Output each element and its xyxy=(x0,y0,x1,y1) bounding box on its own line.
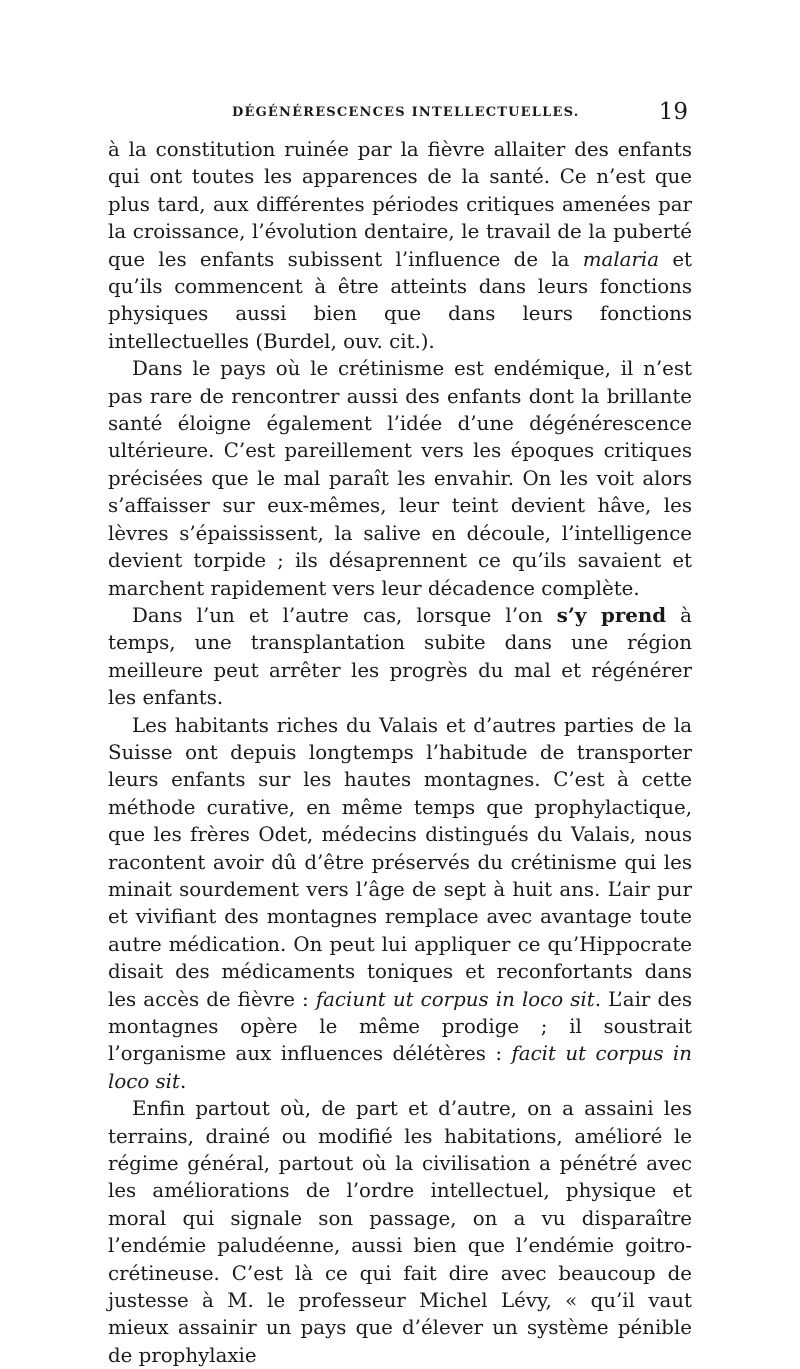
paragraph-2: Dans le pays où le crétinisme est endémique, il n’est pas rare de rencontrer aussi des enfants dont la brillante santé éloigne également l’idée d’une dégénérescence ultérieure. C’est pareillement vers les époques critiques précisées que le mal paraît les envahir. On les voit alors s’affaisser sur eux-mêmes, leur teint devient hâve, les lèvres s’épaississent, la salive en découle, l’intelligence devient torpide ; ils désaprennent ce qu’ils savaient et marchent rapidement vers leur décadence complète. xyxy=(108,357,692,600)
running-title: DÉGÉNÉRESCENCES INTELLECTUELLES. xyxy=(232,105,580,120)
page-number: 19 xyxy=(658,99,688,125)
paragraph-4-part-a: Les habitants riches du Valais et d’autres parties de la Suisse ont depuis longtemps l’habitude de transporter leurs enfants sur les hautes montagnes. C’est à cette méthode curative, en même temps que prophylactique, que les frères Odet, médecins distingués du Valais, nous racontent avoir dû d’être préservés du crétinisme qui les minait sourdement vers l’âge de sept à huit ans. L’air pur et vivifiant des montagnes remplace avec avantage toute autre médication. On peut lui appliquer ce qu’Hippocrate disait des médicaments toniques et reconfortants dans les accès de fièvre : xyxy=(108,713,692,1011)
paragraph-1 xyxy=(108,136,692,355)
paragraph-3 xyxy=(108,602,692,712)
paragraph-1-part-c: et qu’ils commencent à être atteints dans leurs fonctions physiques aussi bien que dans leurs fonctions intellectuelles (Burdel, ouv. cit.). xyxy=(108,247,692,353)
paragraph-4 xyxy=(108,712,692,1096)
latin-quote-1: faciunt ut corpus in loco sit xyxy=(315,987,595,1011)
paragraph-3-part-a: Dans l’un et l’autre cas, lorsque l’on xyxy=(132,603,557,627)
latin-quote-2: facit ut corpus in loco sit xyxy=(108,1042,693,1093)
body-text xyxy=(108,136,692,1369)
paragraph-4-part-e: . xyxy=(179,1069,187,1093)
paragraph-4-part-c: . L’air des montagnes opère le même prodige ; il soustrait l’organisme aux influences délétères : xyxy=(108,987,692,1066)
emphasis-phrase: s’y prend xyxy=(556,602,667,627)
paragraph-5: Enfin partout où, de part et d’autre, on a assaini les terrains, drainé ou modifié les habitations, amélioré le régime général, partout où la civilisation a pénétré avec les améliorations de l’ordre intellectuel, physique et moral qui signale son passage, on a vu disparaître l’endémie paludéenne, aussi bien que l’endémie goitro-crétineuse. C’est là ce qui fait dire avec beaucoup de justesse à M. le professeur Michel Lévy, « qu’il vaut mieux assainir un pays que d’élever un système pénible de prophylaxie xyxy=(108,1097,692,1367)
paragraph-1-part-a: à la constitution ruinée par la fièvre allaiter des enfants qui ont toutes les apparences de la santé. Ce n’est que plus tard, aux différentes périodes critiques amenées par la croissance, l’évolution dentaire, le travail de la puberté que les enfants subissent l’influence de la xyxy=(108,138,692,271)
running-head xyxy=(108,99,692,129)
paragraph-3-part-c: à temps, une transplantation subite dans une région meilleure peut arrêter les progrès du mal et régénérer les enfants. xyxy=(108,603,692,710)
malaria-term: malaria xyxy=(582,247,660,271)
